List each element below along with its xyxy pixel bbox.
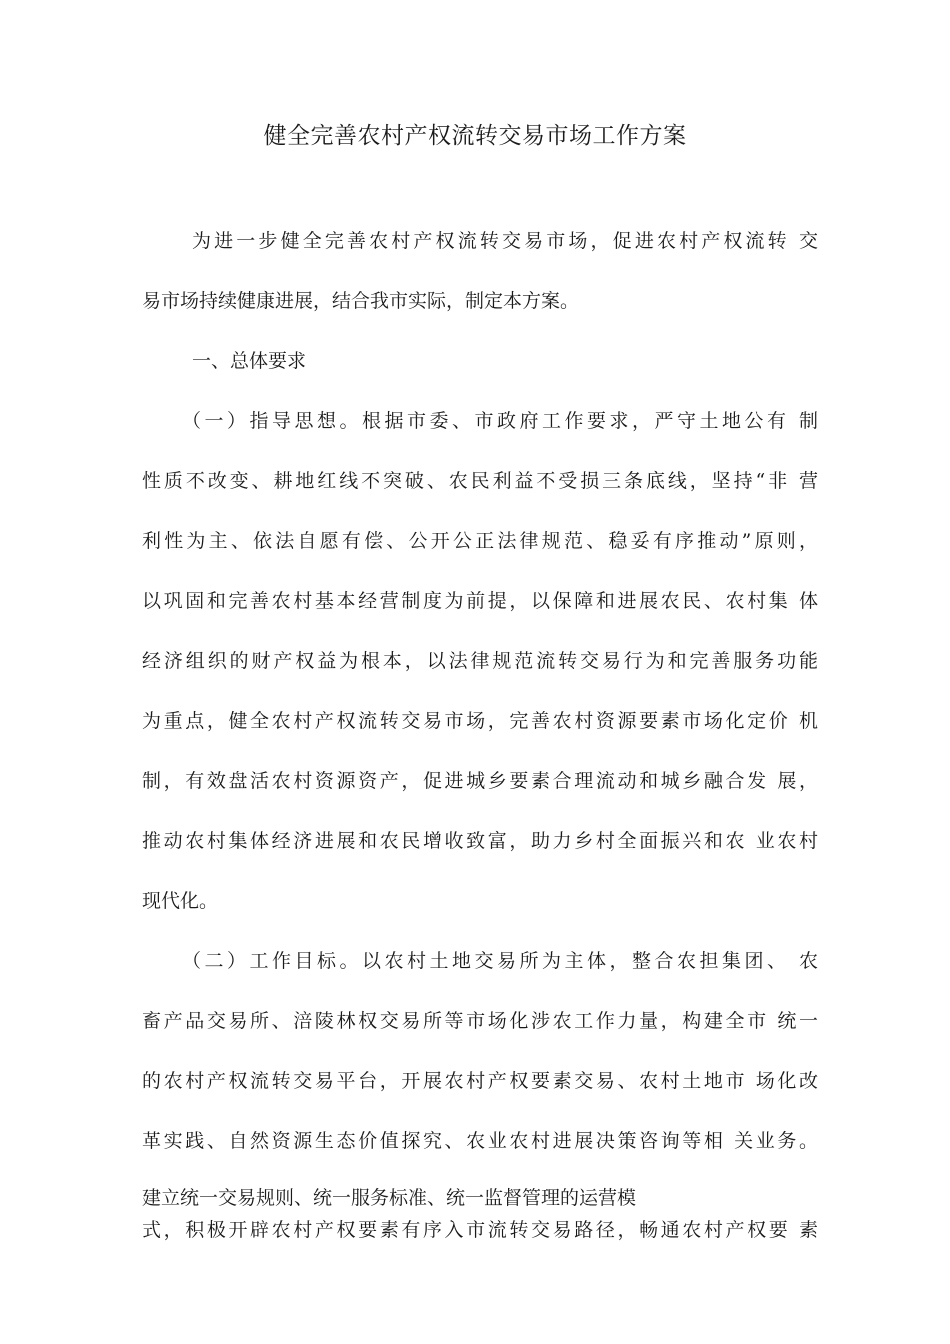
- paragraph-goal-line-6: 式，积极开辟农村产权要素有序入市流转交易路径，畅通农村产权要 素: [142, 1219, 818, 1241]
- paragraph-guiding-line-1: （一）指导思想。根据市委、市政府工作要求，严守土地公有 制: [182, 410, 818, 432]
- paragraph-guiding-line-8: 推动农村集体经济进展和农民增收致富，助力乡村全面振兴和农 业农村: [142, 830, 818, 852]
- section-heading-overall-requirements: 一、总体要求: [192, 350, 307, 372]
- paragraph-guiding-line-2: 性质不改变、耕地红线不突破、农民利益不受损三条底线，坚持“非 营: [142, 470, 818, 492]
- paragraph-goal-line-4: 革实践、自然资源生态价值探究、农业农村进展决策咨询等相 关业务。: [142, 1130, 818, 1152]
- document-title: 健全完善农村产权流转交易市场工作方案: [263, 123, 687, 149]
- paragraph-guiding-line-9: 现代化。: [142, 890, 219, 912]
- paragraph-intro-line-1: 为进一步健全完善农村产权流转交易市场，促进农村产权流转 交: [192, 230, 818, 252]
- paragraph-goal-line-2: 畜产品交易所、涪陵林权交易所等市场化涉农工作力量，构建全市 统一: [142, 1010, 818, 1032]
- paragraph-goal-line-3: 的农村产权流转交易平台，开展农村产权要素交易、农村土地市 场化改: [142, 1070, 818, 1092]
- paragraph-guiding-line-5: 经济组织的财产权益为根本，以法律规范流转交易行为和完善服务功能: [142, 650, 818, 672]
- paragraph-intro-line-2: 易市场持续健康进展，结合我市实际，制定本方案。: [142, 290, 580, 312]
- paragraph-goal-line-5: 建立统一交易规则、统一服务标准、统一监督管理的运营模: [142, 1187, 637, 1209]
- paragraph-guiding-line-3: 利性为主、依法自愿有偿、公开公正法律规范、稳妥有序推动”原则，: [142, 530, 818, 552]
- paragraph-guiding-line-7: 制，有效盘活农村资源资产，促进城乡要素合理流动和城乡融合发 展，: [142, 770, 818, 792]
- paragraph-guiding-line-4: 以巩固和完善农村基本经营制度为前提，以保障和进展农民、农村集 体: [142, 590, 818, 612]
- paragraph-goal-line-1: （二）工作目标。以农村土地交易所为主体，整合农担集团、 农: [182, 950, 818, 972]
- paragraph-guiding-line-6: 为重点，健全农村产权流转交易市场，完善农村资源要素市场化定价 机: [142, 710, 818, 732]
